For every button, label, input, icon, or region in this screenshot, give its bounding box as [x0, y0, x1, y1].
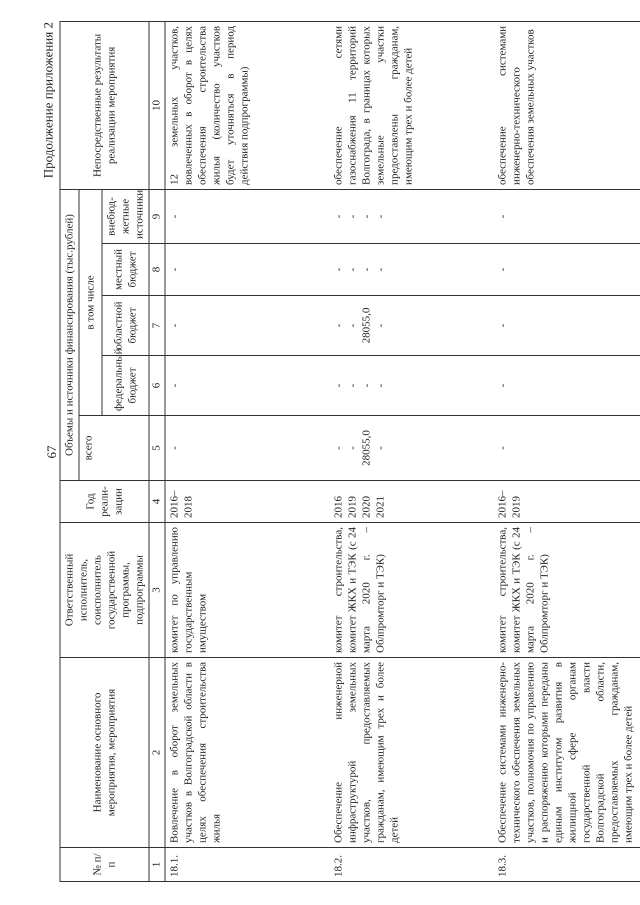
column-number: 5 [149, 416, 165, 481]
column-number: 9 [149, 189, 165, 243]
row-local [330, 244, 494, 296]
extrabudget-value: - [496, 214, 509, 219]
header-executor: Ответственный исполнитель, соисполнитель государственной программы, подпрограммы [60, 523, 149, 658]
row-result: 12 земельных участков, вовлеченных в оборот в целях обеспечения строительства жилья (количество участков будет уточняться в период действия подпрограммы) [165, 21, 330, 189]
row-local [494, 244, 640, 296]
local-value: - [168, 267, 181, 272]
regional-value: 28055,0 [360, 307, 373, 344]
header-results: Непосредственные результаты реализации мероприятия [60, 21, 149, 189]
year-value: 2019 [510, 496, 523, 518]
column-number: 1 [149, 848, 165, 882]
row-years [494, 481, 640, 523]
row-regional [330, 296, 494, 356]
row-total [494, 416, 640, 481]
year-value: 2020 [360, 496, 373, 518]
column-number: 3 [149, 523, 165, 658]
federal-value: - [168, 383, 181, 388]
column-number-row [149, 21, 165, 881]
row-name: Обеспечение инженерной инфраструктурой земельных участков, предоставляемых гражданам, имеющим трех и более детей [330, 658, 494, 848]
header-local: местный бюджет [102, 244, 149, 296]
row-years [165, 481, 330, 523]
total-value: - [332, 446, 345, 450]
row-executor: комитет строительства, комитет ЖКХ и ТЭК (с 24 марта 2020 г. – Облпромторг и ТЭК) [494, 523, 640, 658]
row-federal [494, 356, 640, 416]
page-number: 67 [44, 445, 59, 459]
federal-value: - [346, 383, 359, 388]
row-num: 18.2. [330, 848, 494, 882]
total-value: 28055,0 [360, 430, 373, 466]
header-name: Наименование основного мероприятия, мероприятия [60, 658, 149, 848]
column-number: 7 [149, 296, 165, 356]
program-table [60, 21, 640, 882]
regional-value: - [374, 323, 387, 328]
row-executor: комитет по управлению государственным имуществом [165, 523, 330, 658]
year-value: 2016– [168, 490, 181, 518]
row-extrabudget [165, 189, 330, 243]
row-extrabudget [494, 189, 640, 243]
year-value: 2019 [346, 496, 359, 518]
local-value: - [496, 267, 509, 272]
column-number: 4 [149, 481, 165, 523]
local-value: - [332, 267, 345, 272]
row-total [165, 416, 330, 481]
extrabudget-value: - [332, 214, 345, 219]
table-row [494, 21, 640, 881]
regional-value: - [496, 323, 509, 328]
local-value: - [360, 267, 373, 272]
total-value: - [374, 446, 387, 450]
column-number: 6 [149, 356, 165, 416]
column-number: 8 [149, 244, 165, 296]
row-num: 18.3. [494, 848, 640, 882]
row-total [330, 416, 494, 481]
total-value: - [168, 446, 181, 450]
header-funding: Объемы и источники финансирования (тыс.рублей) [60, 189, 79, 480]
row-name: Обеспечение системами инженерно-технического обеспечения земельных участков, полномочия по управлению и распоряжению которыми переданы единым институтом развития в жилищной сфере органам государственной власти Волгоградской области, предоставляемых гражданам, имеющим трех и более детей [494, 658, 640, 848]
header-total: всего [79, 416, 149, 481]
year-value: 2018 [182, 496, 195, 518]
row-regional [494, 296, 640, 356]
regional-value: - [346, 323, 359, 328]
row-regional [165, 296, 330, 356]
row-num: 18.1. [165, 848, 330, 882]
federal-value: - [496, 383, 509, 388]
rotated-page [38, 22, 635, 882]
column-number: 10 [149, 21, 165, 189]
total-value: - [496, 446, 509, 450]
federal-value: - [332, 383, 345, 388]
total-value: - [346, 446, 359, 450]
column-number: 2 [149, 658, 165, 848]
year-value: 2016 [332, 496, 345, 518]
extrabudget-value: - [374, 214, 387, 219]
year-value: 2021 [374, 496, 387, 518]
header-including: в том числе [79, 189, 102, 415]
header-num: № п/п [60, 848, 149, 882]
header-regional: областной бюджет [102, 296, 149, 356]
row-result: обеспечение сетями газоснабжения 11 территорий Волгограда, в границах которых земельные участки предоставлены гражданам, имеющим трех и более детей [330, 21, 494, 189]
header-year: Год реали- зации [60, 481, 149, 523]
local-value: - [374, 267, 387, 272]
regional-value: - [332, 323, 345, 328]
row-federal [330, 356, 494, 416]
federal-value: - [360, 383, 373, 388]
local-value: - [346, 267, 359, 272]
regional-value: - [168, 323, 181, 328]
row-extrabudget [330, 189, 494, 243]
extrabudget-value: - [360, 214, 373, 219]
extrabudget-value: - [346, 214, 359, 219]
federal-value: - [374, 383, 387, 388]
row-name: Вовлечение в оборот земельных участков в Волгоградской области в целях обеспечения строительства жилья [165, 658, 330, 848]
table-row [330, 21, 494, 881]
extrabudget-value: - [168, 214, 181, 219]
continuation-caption: Продолжение приложения 2 [40, 22, 56, 179]
row-local [165, 244, 330, 296]
table-row [165, 21, 330, 881]
header-extrabudget: внебюд- жетные источники [102, 189, 149, 243]
row-years [330, 481, 494, 523]
header-federal: федеральный бюджет [102, 356, 149, 416]
row-result: обеспечение системами инженерно-технического обеспечения земельных участков [494, 21, 640, 189]
year-value: 2016– [496, 490, 509, 518]
row-federal [165, 356, 330, 416]
row-executor: комитет строительства, комитет ЖКХ и ТЭК (с 24 марта 2020 г. – Облпромторг и ТЭК) [330, 523, 494, 658]
